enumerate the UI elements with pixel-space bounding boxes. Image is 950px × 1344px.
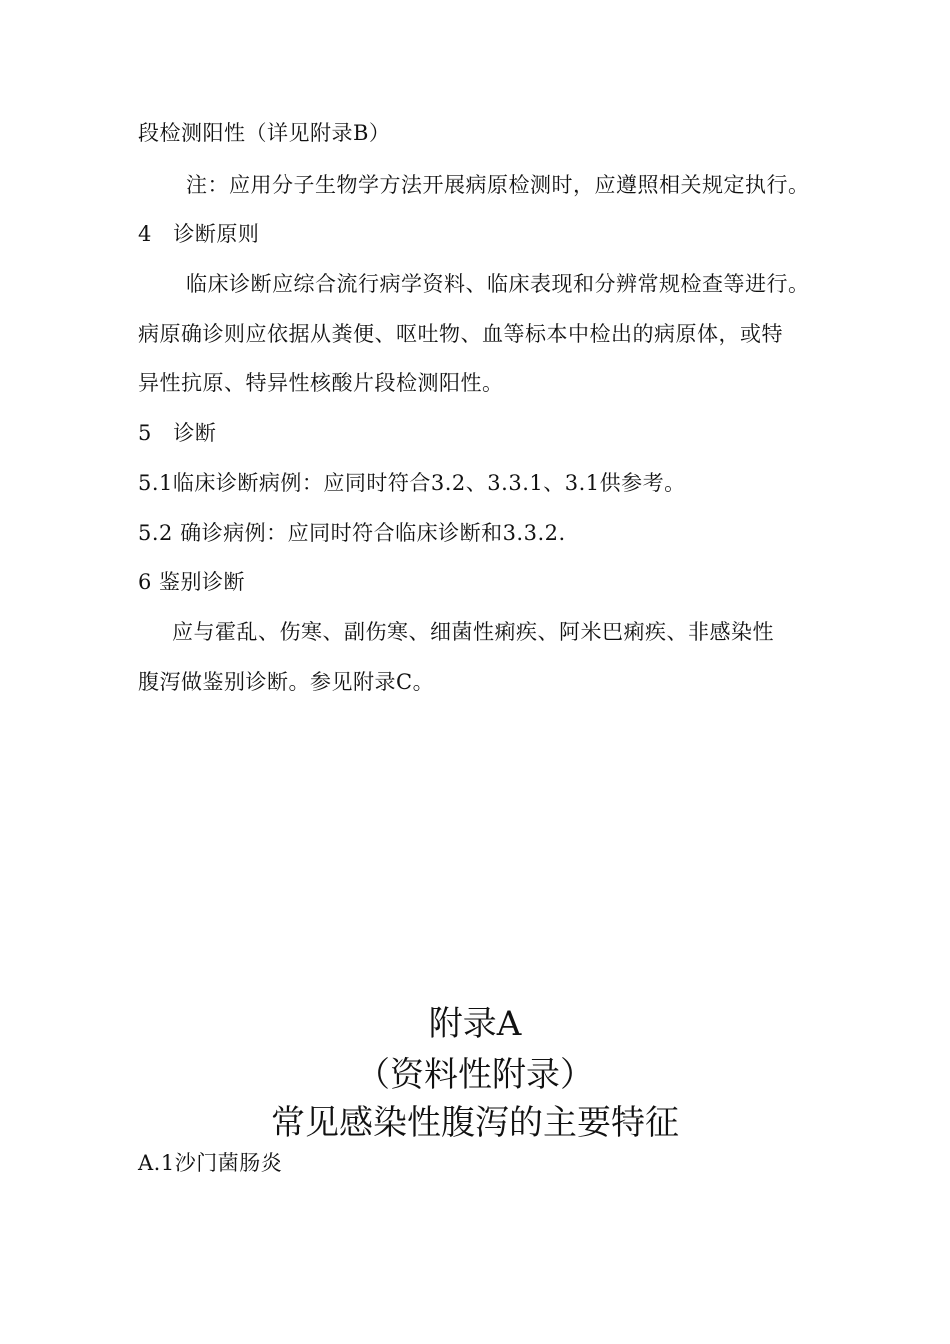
section-heading-4: 4 诊断原则 (138, 222, 260, 246)
appendix-section-a1: A.1沙门菌肠炎 (138, 1151, 283, 1175)
appendix-title: 附录A (428, 1004, 522, 1044)
appendix-heading: 常见感染性腹泻的主要特征 (271, 1103, 679, 1143)
section-heading-6: 6 鉴别诊断 (138, 570, 246, 594)
paragraph-line: 腹泻做鉴别诊断。参见附录C。 (138, 670, 435, 694)
paragraph-line: 应与霍乱、伤寒、副伤寒、细菌性痢疾、阿米巴痢疾、非感染性 (172, 620, 774, 644)
appendix-subtitle: （资料性附录） (356, 1055, 594, 1095)
paragraph-continuation: 段检测阳性（详见附录B） (138, 121, 391, 145)
note-text: 注：应用分子生物学方法开展病原检测时，应遵照相关规定执行。 (186, 173, 810, 197)
clause-5-1: 5.1临床诊断病例：应同时符合3.2、3.3.1、3.1供参考。 (138, 471, 686, 495)
clause-5-2: 5.2 确诊病例：应同时符合临床诊断和3.3.2. (138, 521, 566, 545)
paragraph-line: 病原确诊则应依据从粪便、呕吐物、血等标本中检出的病原体，或特 (138, 322, 783, 346)
paragraph-line: 临床诊断应综合流行病学资料、临床表现和分辨常规检查等进行。 (186, 272, 810, 296)
paragraph-line: 异性抗原、特异性核酸片段检测阳性。 (138, 371, 504, 395)
section-heading-5: 5 诊断 (138, 421, 217, 445)
